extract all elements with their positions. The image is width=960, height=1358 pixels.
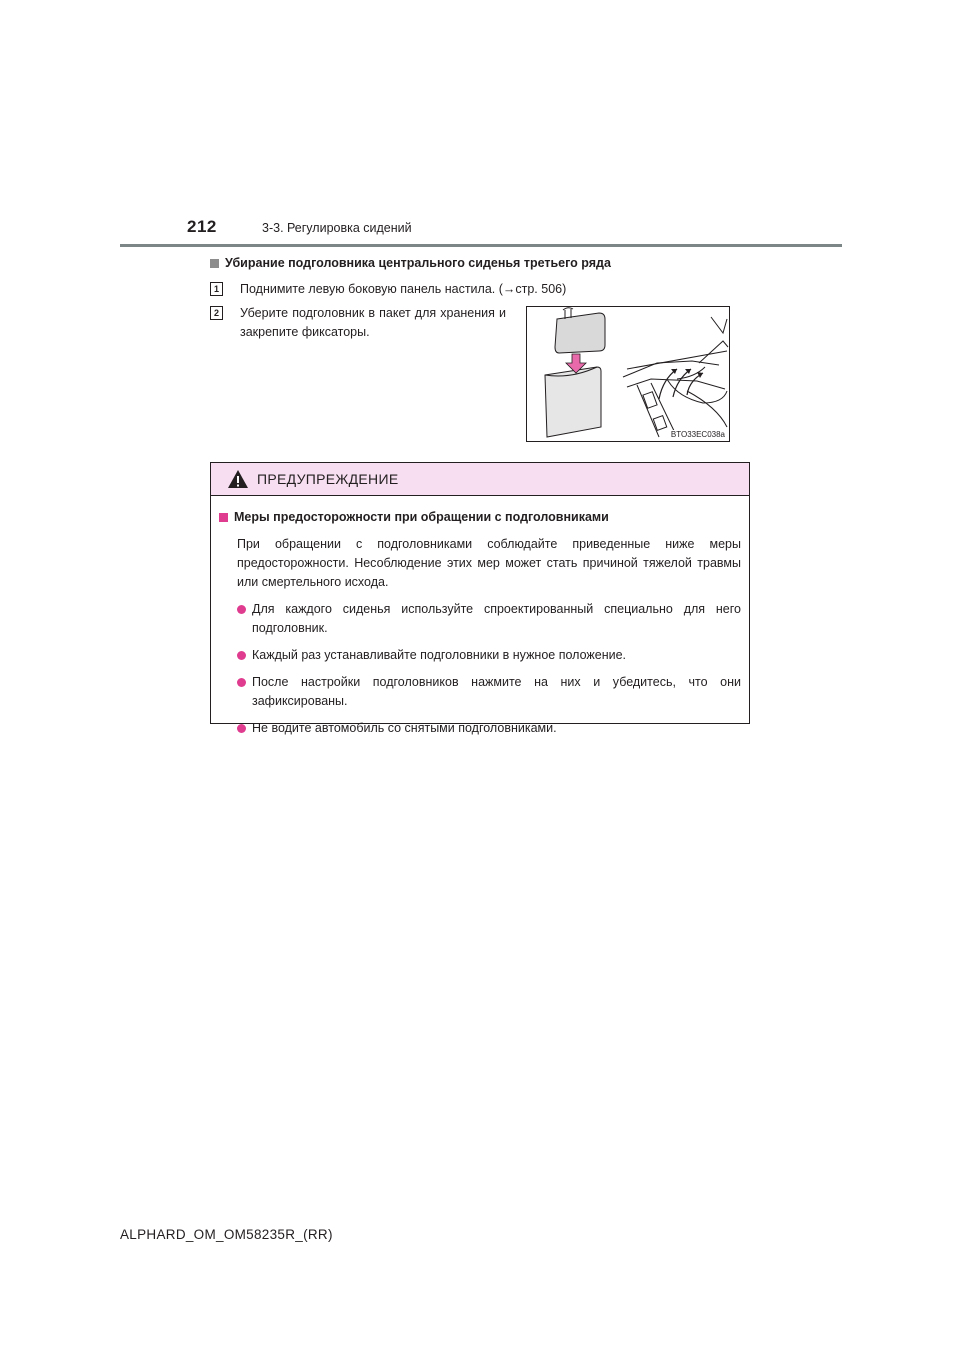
headrest-storage-illustration bbox=[527, 307, 729, 441]
footer-doc-id: ALPHARD_OM_OM58235R_(RR) bbox=[120, 1227, 333, 1242]
warning-body bbox=[211, 496, 749, 738]
warning-bullet bbox=[237, 600, 741, 638]
header-rule bbox=[120, 244, 842, 247]
bullet-text: Не водите автомобиль со снятыми подголовниками. bbox=[252, 721, 557, 735]
warning-box bbox=[210, 462, 750, 735]
square-bullet-icon bbox=[210, 259, 219, 268]
bullet-dot-icon bbox=[237, 605, 246, 614]
bullet-text: Для каждого сиденья используйте спроектированный специально для него подголовник. bbox=[252, 602, 741, 635]
step-1 bbox=[210, 280, 566, 299]
step-number: 2 bbox=[210, 306, 223, 320]
illustration bbox=[526, 306, 730, 442]
bullet-text: После настройки подголовников нажмите на них и убедитесь, что они зафиксированы. bbox=[252, 675, 741, 708]
subheading-text: Убирание подголовника центрального сиденья третьего ряда bbox=[225, 256, 611, 270]
warning-header bbox=[211, 463, 749, 496]
warning-triangle-icon bbox=[227, 469, 249, 489]
warning-subheading-text: Меры предосторожности при обращении с подголовниками bbox=[234, 510, 609, 524]
bullet-text: Каждый раз устанавливайте подголовники в нужное положение. bbox=[252, 648, 627, 662]
warning-bullet bbox=[237, 673, 741, 711]
step-number: 1 bbox=[210, 282, 223, 296]
step-2 bbox=[210, 304, 506, 342]
bullet-dot-icon bbox=[237, 678, 246, 687]
step-text: Поднимите левую боковую панель настила. (→стр. 506) bbox=[240, 282, 567, 296]
figure-code: BTO33EC038a bbox=[670, 430, 725, 439]
warning-intro: При обращении с подголовниками соблюдайте приведенные ниже меры предосторожности. Несоблюдение этих мер может стать причиной тяжелой травмы или смертельного исхода. bbox=[237, 537, 741, 589]
warning-title: ПРЕДУПРЕЖДЕНИЕ bbox=[257, 471, 399, 487]
step-text: Уберите подголовник в пакет для хранения и закрепите фиксаторы. bbox=[240, 306, 506, 339]
warning-subheading bbox=[219, 508, 741, 527]
warning-bullet bbox=[237, 719, 741, 738]
square-bullet-icon bbox=[219, 513, 228, 522]
subheading bbox=[210, 256, 611, 270]
bullet-dot-icon bbox=[237, 651, 246, 660]
warning-bullet bbox=[237, 646, 741, 665]
bullet-dot-icon bbox=[237, 724, 246, 733]
section-title: 3-3. Регулировка сидений bbox=[262, 221, 412, 235]
page-number: 212 bbox=[187, 217, 217, 236]
